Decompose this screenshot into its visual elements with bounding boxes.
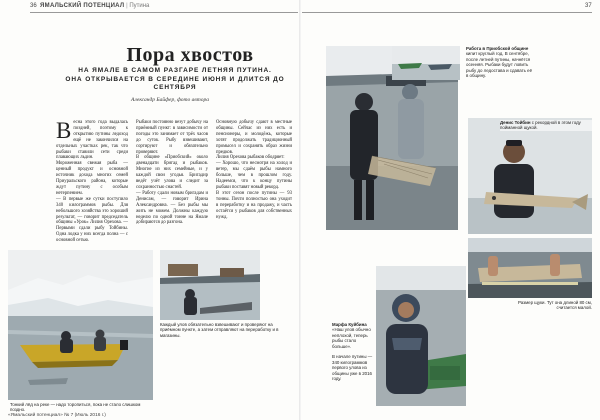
caption-woman-name: Марфа Куйбина	[332, 322, 367, 327]
caption-pike: Размер щуки. Тут она длиной 80 см, считается малой.	[517, 300, 592, 311]
page-gutter	[299, 0, 301, 420]
caption-boat-name: Работа в Приобской общине	[466, 46, 529, 51]
magazine-name: ЯМАЛЬСКИЙ ПОТЕНЦИАЛ	[40, 3, 125, 9]
lead-line-2: ОНА ОТКРЫВАЕТСЯ В СЕРЕДИНЕ ИЮНЯ И ДЛИТСЯ ДО СЕНТЯБРЯ	[65, 75, 285, 91]
photo-fisher-pike	[468, 118, 592, 234]
col2-paragraph-2: В общине «Приобский» около двенадцати бригад и рыбаков. Многие из них семейные, и у каждой свои угодья. Бригадир ведёт учёт улова и следит за сохранностью снастей.	[136, 155, 208, 190]
photo-woman-boat	[376, 266, 466, 406]
left-page-number: 36	[30, 3, 37, 9]
photo-measuring	[468, 238, 592, 298]
photo-receiving	[160, 250, 260, 320]
section-name: Путина	[129, 3, 150, 9]
caption-boat-text: кипит круглый год. В сентябре, после летней путины, начнётся осенняя. Рыбаки будут ловить рыбу до ледостава и сдавать её в общину.	[466, 51, 533, 79]
caption-fisher-text: с рекордной в этом году пойманной щукой.	[500, 120, 581, 131]
photo-ice-boat	[8, 250, 153, 400]
col2-paragraph-1: Рыбаки постоянно везут добычу на приёмный пункт: в зависимости от погоды это занимает от трёх часов до суток. Рыбу взвешивают, сортируют и обязательно проверяют.	[136, 120, 208, 155]
caption-woman	[332, 322, 374, 381]
article-title: Пора хвостов	[126, 44, 254, 66]
col3-paragraph-2: Лилия Орехова рыбаков ободряет:	[216, 155, 285, 161]
caption-fisher	[500, 120, 592, 131]
text-column-1	[56, 118, 128, 244]
caption-boat	[466, 46, 534, 78]
article-lead	[55, 67, 295, 93]
left-page-header: 36 ЯМАЛЬСКИЙ ПОТЕНЦИАЛ | Путина	[30, 3, 150, 9]
lead-line-1: НА ЯМАЛЕ В САМОМ РАЗГАРЕ ЛЕТНЯЯ ПУТИНА.	[78, 67, 272, 74]
col2-paragraph-3: — Работу сдали новым бригадам и Денисам, — говорит Ирина Александровна. — Без рыбы мы жить не можем. Должны каждую неделю по одной тонне на Ямале добираются до разгона.	[136, 190, 208, 226]
caption-woman-text: «Наш улов обычно неплохой, теперь рыбы стало больше».	[332, 327, 371, 349]
caption-receiving: Каждый улов обязательно взвешивают и проверяют на приёмном пункте, а затем отправляют на переработку и в магазины.	[160, 322, 279, 338]
left-header-rule	[30, 12, 298, 13]
byline: Александр Байфер, фото автора	[130, 97, 209, 103]
caption-fisher-name: Денис Тойбин	[500, 120, 531, 125]
caption-ice: Тонкий лёд на реке — надо торопиться, пока не стало слишком поздно.	[10, 402, 141, 413]
right-header-rule	[302, 12, 592, 13]
text-column-3	[216, 120, 292, 238]
text-column-2	[136, 120, 208, 238]
footer-left: «Ямальский потенциал» № 7 (Июль 2016 г.)	[8, 413, 106, 418]
drop-cap: В	[56, 118, 72, 143]
col1-paragraph-2: Мороженная свежая рыба — ценный продукт и основной источник дохода многих семей Приуральского района, которые ждут путину с особым нетерпением.	[56, 161, 128, 196]
right-page-number: 37	[585, 3, 592, 9]
col3-paragraph-1: Основную добычу сдают в местные общины. Сейчас из них есть и пенсионеры, и молодёжь, которые хотят продолжать традиционный промысел и сохранять образ жизни предков.	[216, 120, 292, 155]
photo-boats-snow	[392, 46, 460, 80]
col3-paragraph-4: В этот сезон после путины — 93 тонны. Почти полностью она уходит в переработку и на продажу, и часть остаётся у рыбаков для собственных нужд.	[216, 190, 292, 220]
caption-woman-stat: В начале путины — 340 килограммов первого улова из общины уже в 2016 году.	[332, 354, 373, 382]
col3-paragraph-3: — Хорошо, что несмотря на холод и ветер, мы сдаём рыбы намного больше, чем в прошлом году. Надеемся, что к концу путины рыбаки поставят новый рекорд.	[216, 161, 292, 190]
col1-paragraph-1: есна этого года выдалась поздней, поэтому к открытию путины ледоход ещё не закончился на отдельных участках рек, так что рыбаки ставили сети среди плавающих льдин.	[56, 120, 128, 161]
col1-paragraph-3: — В первые же сутки поступило 340 килограммов рыбы. Для небольшого хозяйства это хороший результат, — говорит председатель общины «Урок» Лилия Орехова. — Первыми сдали рыбу Тойбины. Одна лодка у них всегда полна — с основной сетью.	[56, 196, 128, 244]
